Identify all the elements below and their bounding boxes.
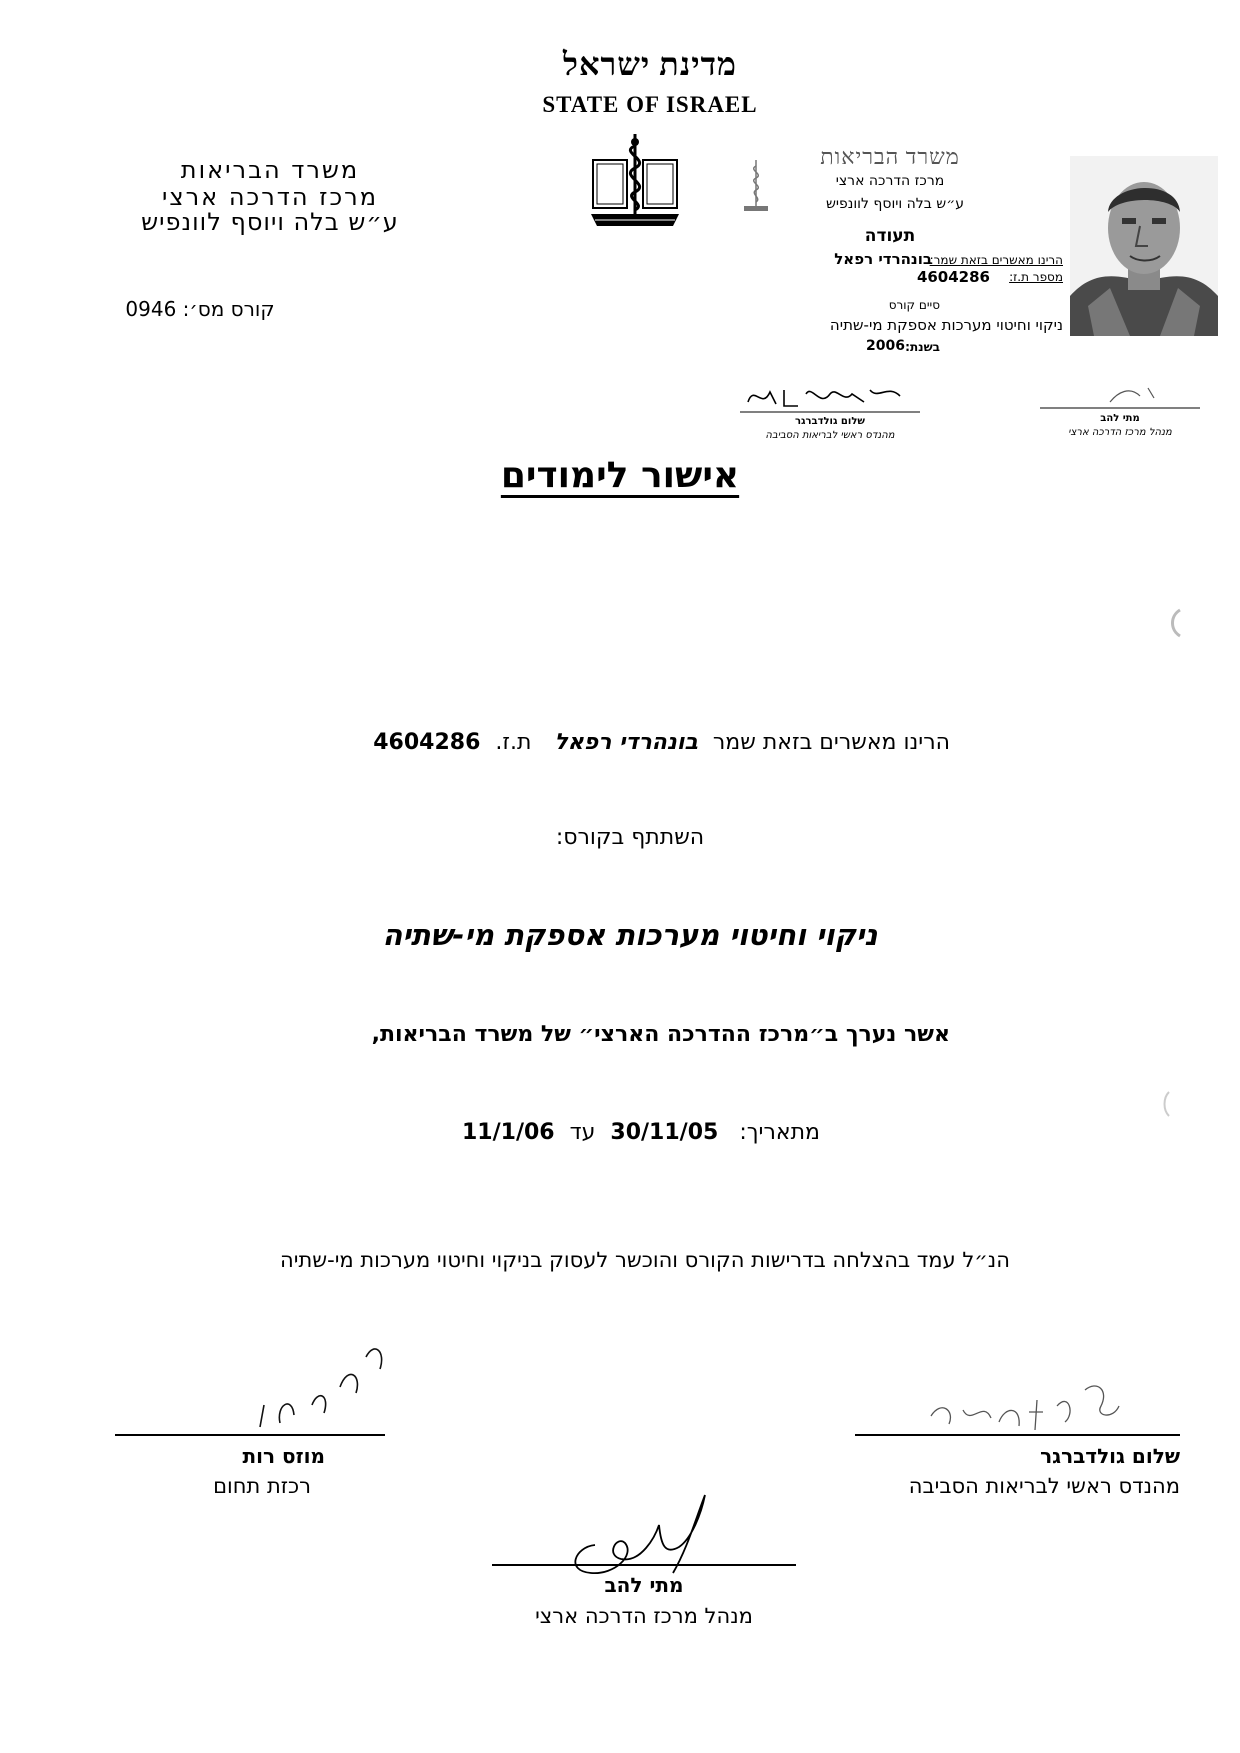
card-sig-left-title: מהנדס ראשי לבריאות הסביבה [765,430,895,441]
card-completed-label: סיים קורס [888,298,940,312]
card-center: מרכז הדרכה ארצי [835,173,945,189]
card-course-name: ניקוי וחיטוי מערכות אספקת מי-שתיה [829,316,1063,334]
ministry-line1: משרד הבריאות [180,156,360,184]
state-hebrew: מדינת ישראל [563,46,737,82]
holder-photo [1070,156,1218,336]
id-number: 4604286 [373,730,481,755]
result-line: הנ״ל עמד בהצלחה בדרישות הקורס והוכשר לעסוק בניקוי וחיטוי מערכות מי-שתיה [280,1248,1010,1272]
held-line: אשר נערך ב״מרכז ההדרכה הארצי״ של משרד הבריאות, [371,1022,950,1047]
sig-left-name: מוזס רות [242,1444,325,1468]
holder-name: בונהרדי רפאל [554,730,698,755]
page-title: אישור לימודים [500,455,740,496]
card-emblem-icon [742,158,770,214]
card-named-after: ע״ש בלה ויוסף לוונפיש [825,196,965,212]
card-sig-right-name: מתי להב [1100,413,1140,424]
sig-center-name: מתי להב [604,1573,684,1597]
card-signature-lahav [1040,380,1200,410]
date-line [462,1120,820,1145]
sig-right-title: מהנדס ראשי לבריאות הסביבה [908,1474,1180,1498]
date-to: 11/1/06 [462,1120,555,1145]
id-label: ת.ז. [495,730,532,755]
signature-goldberger [925,1370,1125,1440]
card-ministry: משרד הבריאות [820,144,960,169]
card-id-label: מספר ת.ז: [1009,270,1063,284]
state-english: STATE OF ISRAEL [542,92,758,117]
card-id-number: 4604286 [916,268,990,286]
certify-prefix: הרינו מאשרים בזאת שמר [712,730,950,755]
signature-line-left [115,1434,385,1436]
signature-line-center [492,1564,796,1566]
health-ministry-emblem-icon [585,130,685,240]
sig-left-title: רכזת תחום [213,1474,311,1498]
card-signature-goldberger [740,380,920,414]
participated-label: השתתף בקורס: [555,825,705,850]
scan-artifact [1168,608,1182,638]
course-name: ניקוי וחיטוי מערכות אספקת מי-שתיה [382,918,878,952]
scan-artifact [1160,1090,1172,1118]
ministry-line2: מרכז הדרכה ארצי [162,183,378,211]
sig-right-name: שלום גולדברגר [1040,1444,1180,1468]
card-doc-type: תעודה [864,226,916,246]
date-from: 30/11/05 [610,1120,719,1145]
signature-moses-ruth [220,1335,390,1435]
certify-line [373,730,950,755]
card-year-label: בשנת: [905,340,940,354]
course-number: קורס מס׳: 0946 [125,297,275,321]
date-to-word: עד [569,1120,596,1145]
card-certify-label: הרינו מאשרים בזאת שמר: [929,253,1063,267]
card-sig-right-title: מנהל מרכז הדרכה ארצי [1068,427,1172,438]
date-label: מתאריך: [739,1120,820,1145]
signature-line-right [855,1434,1180,1436]
sig-center-title: מנהל מרכז הדרכה ארצי [535,1604,753,1628]
ministry-line3: ע״ש בלה ויוסף לוונפיש [141,208,399,236]
card-year: 2006 [866,338,905,354]
card-sig-left-name: שלום גולדברגר [795,416,865,427]
card-holder-name: בונהרדי רפאל [834,250,932,268]
